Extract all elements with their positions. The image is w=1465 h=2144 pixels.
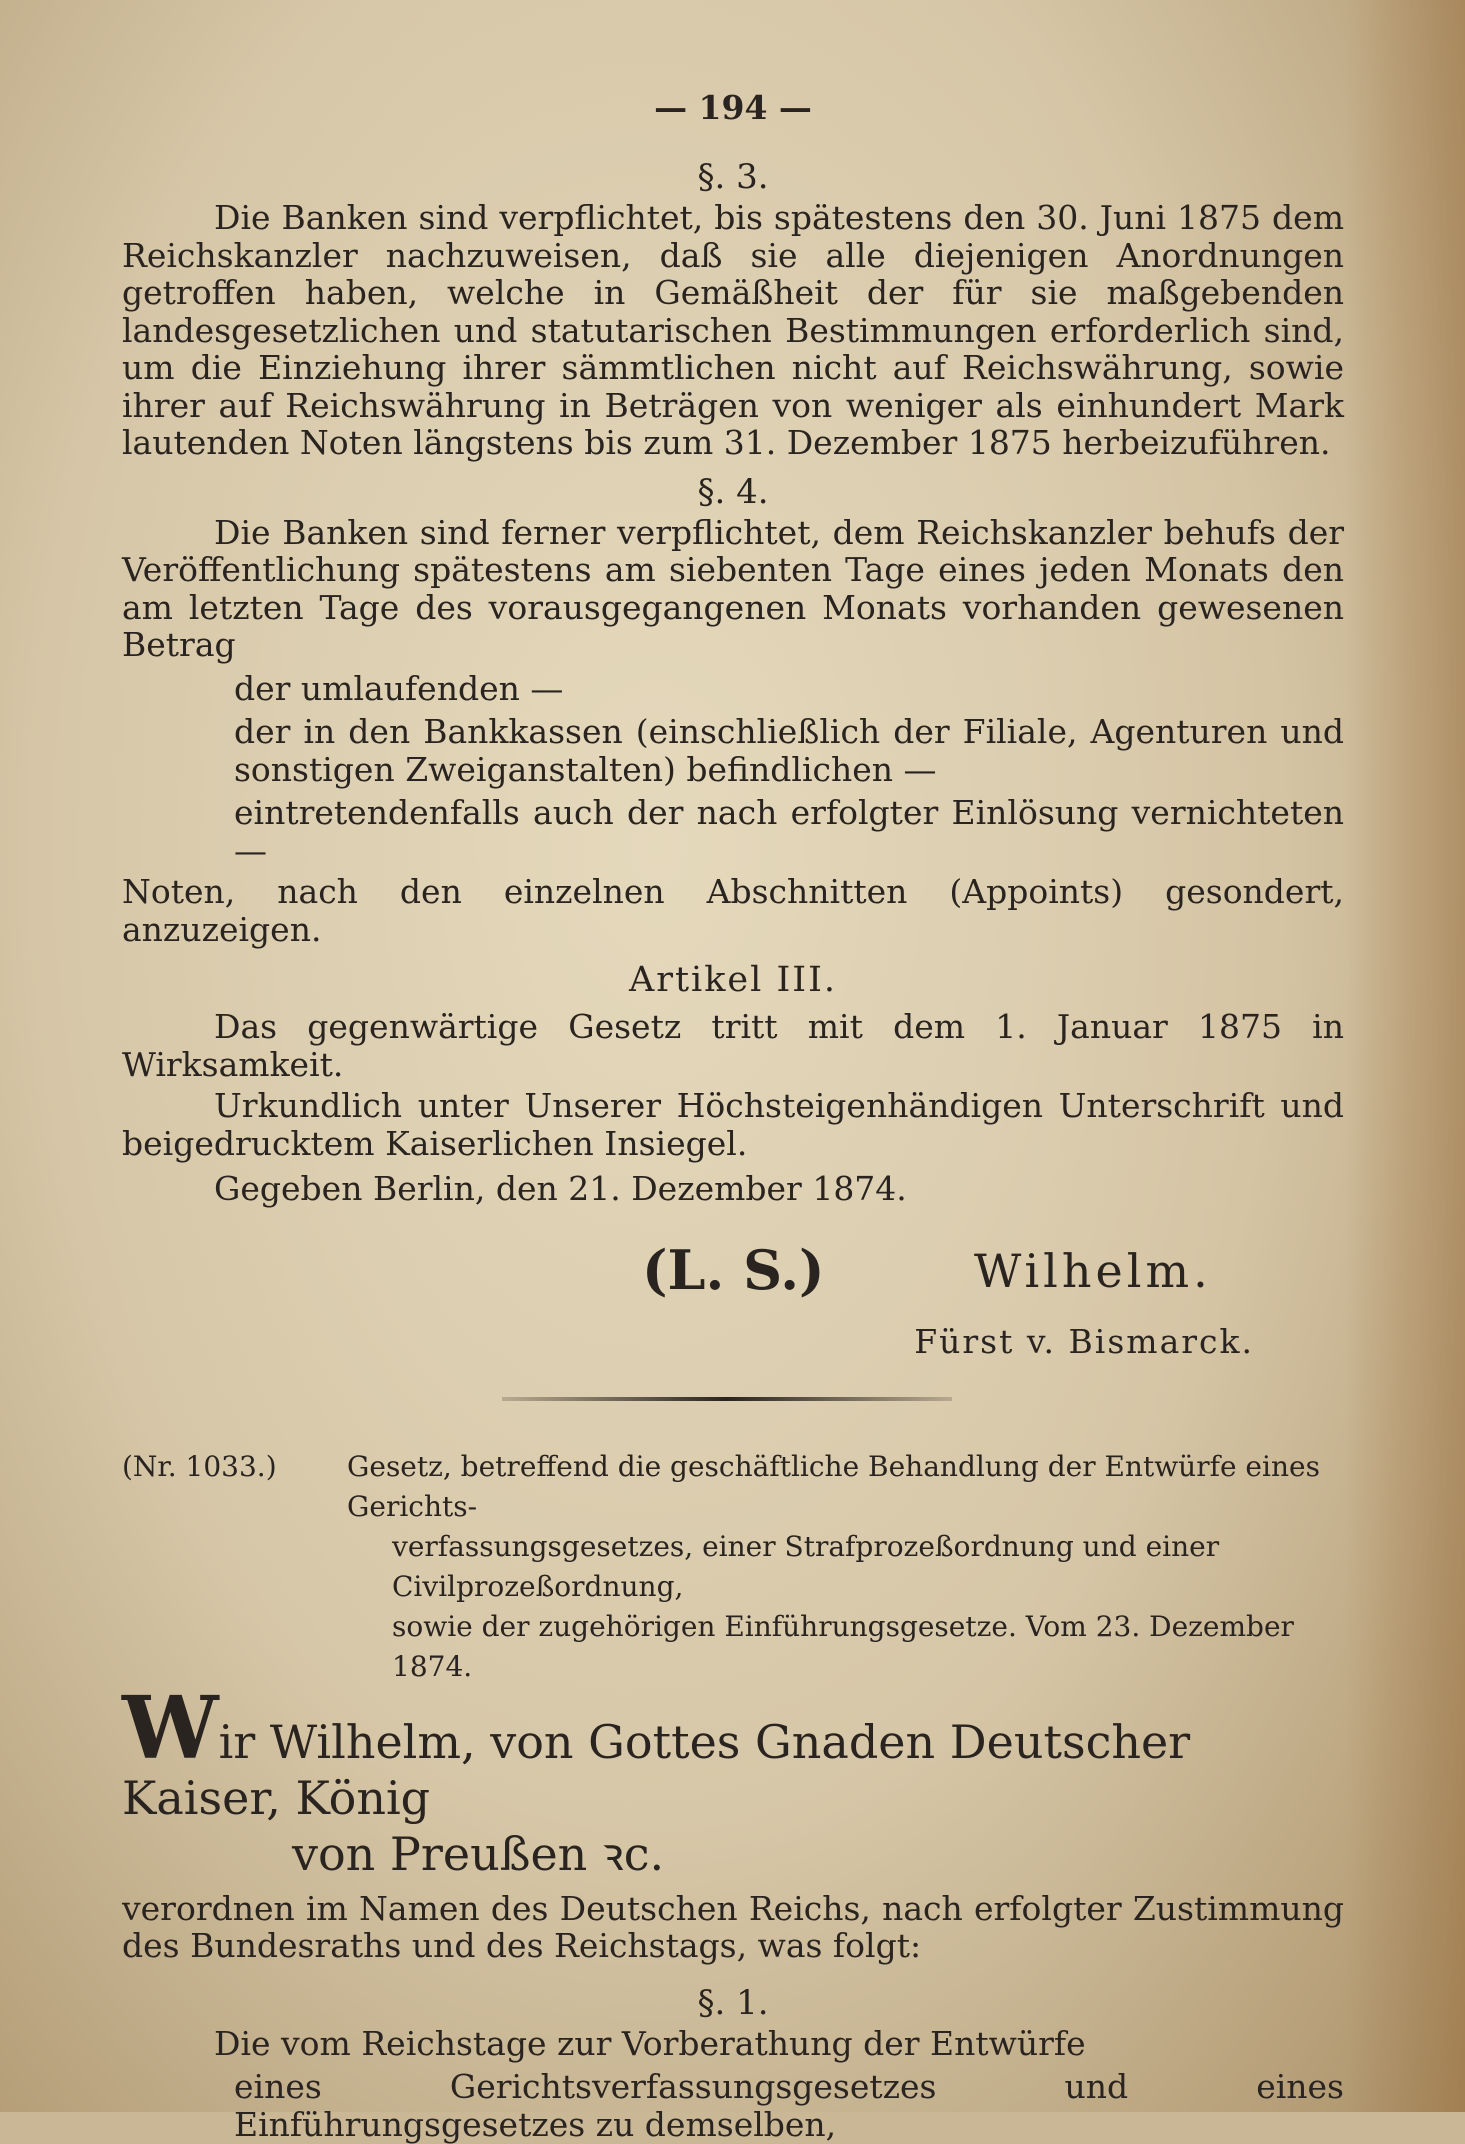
section-3-heading: §. 3. [697,157,769,197]
drop-cap: W [122,1677,219,1779]
section-4-closing: Noten, nach den einzelnen Abschnitten (Appoints) gesondert, anzuzeigen. [122,872,1344,949]
section-4-item-2: der in den Bankkassen (einschließlich der Filiale, Agenturen und sonstigen Zweiganstalten) befindlichen — [234,712,1344,789]
signature-row [122,1238,1344,1318]
page-content [122,88,1344,2143]
law-title [347,1447,1344,1687]
page-edge-shadow [1345,0,1465,2112]
article-3-p1: Das gegenwärtige Gesetz tritt mit dem 1. Januar 1875 in Wirksamkeit. [122,1007,1344,1084]
article-3-p2: Urkundlich unter Unserer Höchsteigenhändigen Unterschrift und beigedrucktem Kaiserlichen Insiegel. [122,1086,1344,1163]
law-section-1-item-1: eines Gerichtsverfassungsgesetzes und eines Einführungsgesetzes zu demselben, [234,2067,1344,2144]
preamble-line-2: von Preußen ꝛc. [292,1826,665,1881]
law-title-block [122,1447,1344,1687]
section-3-text: Die Banken sind verpflichtet, bis spätestens den 30. Juni 1875 dem Reichskanzler nachzuweisen, daß sie alle diejenigen Anordnungen getroffen haben, welche in Gemäßheit der für sie maßgebenden landesgesetzlichen und statutarischen Bestimmungen erforderlich sind, um die Einziehung ihrer sämmtlichen nicht auf Reichswährung, sowie ihrer auf Reichswährung in Beträgen von weniger als einhundert Mark lautenden Noten längstens bis zum 31. Dezember 1875 herbeizuführen. [122,198,1344,462]
law-section-1-intro: Die vom Reichstage zur Vorberathung der Entwürfe [214,2023,1086,2063]
preamble-line-1: ir Wilhelm, von Gottes Gnaden Deutscher Kaiser, König [122,1714,1191,1825]
enactment-clause: verordnen im Namen des Deutschen Reichs, nach erfolgter Zustimmung des Bundesraths und des Reichstags, was folgt: [122,1888,1344,1965]
seal-mark: (L. S.) [642,1237,825,1302]
section-4-item-1: der umlaufenden — [234,668,564,708]
article-3-p3: Gegeben Berlin, den 21. Dezember 1874. [214,1169,907,1208]
article-3-heading: Artikel III. [628,960,838,1000]
section-4-heading: §. 4. [697,471,769,512]
law-number: (Nr. 1033.) [122,1449,277,1483]
law-title-line-2: verfassungsgesetzes, einer Strafprozeßordnung und einer Civilprozeßordnung, [392,1529,1220,1603]
section-divider [502,1397,952,1401]
page-number: — 194 — [654,88,812,127]
chancellor-signature: Fürst v. Bismarck. [914,1321,1254,1361]
law-title-line-1: Gesetz, betreffend die geschäftliche Behandlung der Entwürfe eines Gerichts- [347,1449,1320,1523]
law-section-1-heading: §. 1. [697,1982,769,2023]
emperor-signature: Wilhelm. [974,1243,1212,1298]
section-4-intro: Die Banken sind ferner verpflichtet, dem Reichskanzler behufs der Veröffentlichung spätestens am siebenten Tage eines jeden Monats den am letzten Tage des vorausgegangenen Monats vorhanden gewesenen Betrag [122,512,1344,664]
law-title-line-3: sowie der zugehörigen Einführungsgesetze. Vom 23. Dezember 1874. [392,1609,1294,1683]
section-4-item-3: eintretendenfalls auch der nach erfolgter Einlösung vernichteten — [234,793,1344,870]
preamble-heading [122,1677,1344,1882]
